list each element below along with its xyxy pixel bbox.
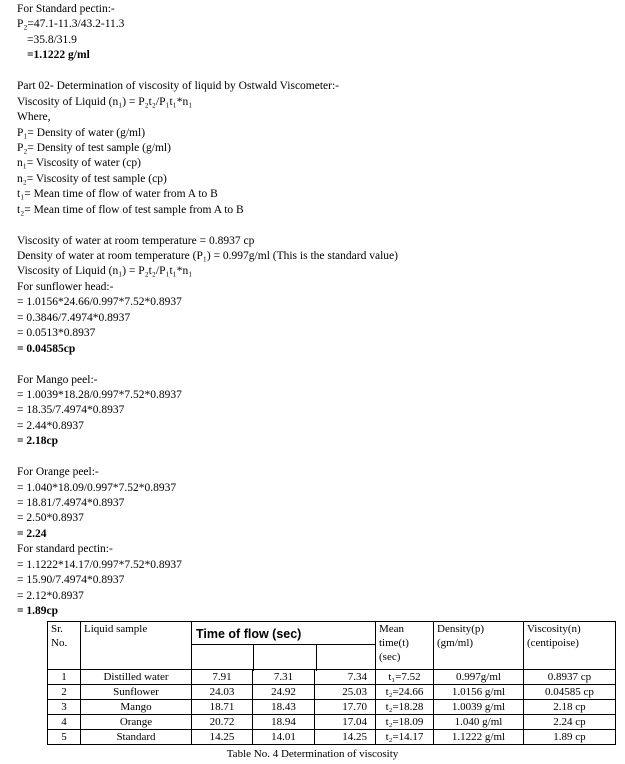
cell-sr: 3 <box>48 700 81 715</box>
cell-sr: 1 <box>48 670 81 685</box>
text-line: = 1.89cp <box>17 605 59 618</box>
cell-sample: Mango <box>81 700 192 715</box>
table-row <box>48 685 616 700</box>
text-line: P₁= Density of water (g/ml) <box>17 126 146 139</box>
cell-t2: 7.31 <box>253 670 315 685</box>
table-row <box>48 700 616 715</box>
cell-t3: 17.70 <box>315 700 376 715</box>
text-line: t₁= Mean time of flow of water from A to B <box>17 188 218 201</box>
cell-sr: 4 <box>48 715 81 730</box>
text-line: = 1.040*18.09/0.997*7.52*0.8937 <box>17 481 177 494</box>
text-line: Viscosity of water at room temperature = 0.8937 cp <box>17 234 255 247</box>
text-line: Viscosity of Liquid (n₁) = P₂t₂/P₁t₁*n₁ <box>17 95 193 108</box>
text-line: For Mango peel:- <box>17 373 98 386</box>
text-line: = 2.24 <box>17 527 47 540</box>
time-of-flow-label: Time of flow (sec) <box>196 627 302 641</box>
text-line: Viscosity of Liquid (n₁) = P₂t₂/P₁t₁*n₁ <box>17 265 193 278</box>
cell-t1: 24.03 <box>192 685 253 700</box>
cell-sample: Orange <box>81 715 192 730</box>
text-line: = 1.0156*24.66/0.997*7.52*0.8937 <box>17 296 182 309</box>
viscosity-table <box>47 621 616 745</box>
table-header-row <box>48 622 616 670</box>
cell-mean: t₂=18.28 <box>376 700 434 715</box>
text-line: n₁= Viscosity of water (cp) <box>17 157 141 170</box>
text-line: = 0.04585cp <box>17 342 76 355</box>
cell-mean: t₁=7.52 <box>376 670 434 685</box>
text-line: = 2.12*0.8937 <box>17 589 84 602</box>
cell-density: 1.0156 g/ml <box>434 685 524 700</box>
text-line: = 0.0513*0.8937 <box>17 327 96 340</box>
cell-density: 0.997g/ml <box>434 670 524 685</box>
cell-mean: t₂=14.17 <box>376 730 434 745</box>
header-sr-no: Sr. No. <box>48 622 81 670</box>
header-time-of-flow <box>192 622 376 670</box>
cell-viscosity: 2.24 cp <box>524 715 616 730</box>
text-line: For Standard pectin:- <box>17 3 115 15</box>
blank-line <box>17 450 617 465</box>
cell-sample: Standard <box>81 730 192 745</box>
header-liquid-sample: Liquid sample <box>81 622 192 670</box>
blank-line <box>17 64 617 79</box>
text-line: n₂= Viscosity of test sample (cp) <box>17 172 167 185</box>
table-row <box>48 670 616 685</box>
cell-t3: 25.03 <box>315 685 376 700</box>
cell-viscosity: 1.89 cp <box>524 730 616 745</box>
cell-t3: 7.34 <box>315 670 376 685</box>
text-line: P₂=47.1-11.3/43.2-11.3 <box>17 18 125 31</box>
header-mean-time: Mean time(t) (sec) <box>376 622 434 670</box>
cell-sample: Distilled water <box>81 670 192 685</box>
text-line: =1.1222 g/ml <box>27 49 90 62</box>
document-body <box>17 2 617 620</box>
text-line: Where, <box>17 111 51 124</box>
text-line: = 18.81/7.4974*0.8937 <box>17 497 125 509</box>
table-caption: Table No. 4 Determination of viscosity <box>226 748 399 760</box>
subcell-divider <box>316 645 317 671</box>
text-line: Part 02- Determination of viscosity of liquid by Ostwald Viscometer:- <box>17 80 339 93</box>
cell-t3: 17.04 <box>315 715 376 730</box>
text-line: =35.8/31.9 <box>27 33 77 46</box>
blank-line <box>17 357 617 372</box>
table-row <box>48 715 616 730</box>
cell-mean: t₂=18.09 <box>376 715 434 730</box>
cell-t1: 14.25 <box>192 730 253 745</box>
cell-viscosity: 2.18 cp <box>524 700 616 715</box>
cell-t3: 14.25 <box>315 730 376 745</box>
text-line: = 1.1222*14.17/0.997*7.52*0.8937 <box>17 558 182 571</box>
table-row <box>48 730 616 745</box>
cell-mean: t₂=24.66 <box>376 685 434 700</box>
cell-density: 1.0039 g/ml <box>434 700 524 715</box>
text-line: = 18.35/7.4974*0.8937 <box>17 404 125 417</box>
text-line: Density of water at room temperature (P₁) = 0.997g/ml (This is the standard value) <box>17 250 398 262</box>
text-line: For Orange peel:- <box>17 466 99 479</box>
text-line: = 1.0039*18.28/0.997*7.52*0.8937 <box>17 388 182 401</box>
time-of-flow-subcells <box>192 644 375 671</box>
cell-t2: 18.94 <box>253 715 315 730</box>
text-line: = 0.3846/7.4974*0.8937 <box>17 311 131 324</box>
text-line: P₂= Density of test sample (g/ml) <box>17 141 171 154</box>
cell-sr: 2 <box>48 685 81 700</box>
text-line: t₂= Mean time of flow of test sample from A to B <box>17 203 244 216</box>
text-line: For standard pectin:- <box>17 543 113 556</box>
cell-t1: 20.72 <box>192 715 253 730</box>
text-line: = 2.44*0.8937 <box>17 419 84 432</box>
cell-density: 1.040 g/ml <box>434 715 524 730</box>
text-line: For sunflower head:- <box>17 280 114 293</box>
cell-sample: Sunflower <box>81 685 192 700</box>
cell-t2: 24.92 <box>253 685 315 700</box>
header-viscosity: Viscosity(n) (centipoise) <box>524 622 616 670</box>
text-line: = 15.90/7.4974*0.8937 <box>17 574 125 587</box>
blank-line <box>17 218 617 233</box>
text-line: = 2.18cp <box>17 435 59 448</box>
cell-t2: 18.43 <box>253 700 315 715</box>
cell-t2: 14.01 <box>253 730 315 745</box>
cell-t1: 18.71 <box>192 700 253 715</box>
cell-viscosity: 0.04585 cp <box>524 685 616 700</box>
subcell-divider <box>253 645 254 671</box>
text-line: = 2.50*0.8937 <box>17 512 84 525</box>
cell-sr: 5 <box>48 730 81 745</box>
cell-viscosity: 0.8937 cp <box>524 670 616 685</box>
header-density: Density(p) (gm/ml) <box>434 622 524 670</box>
cell-density: 1.1222 g/ml <box>434 730 524 745</box>
cell-t1: 7.91 <box>192 670 253 685</box>
